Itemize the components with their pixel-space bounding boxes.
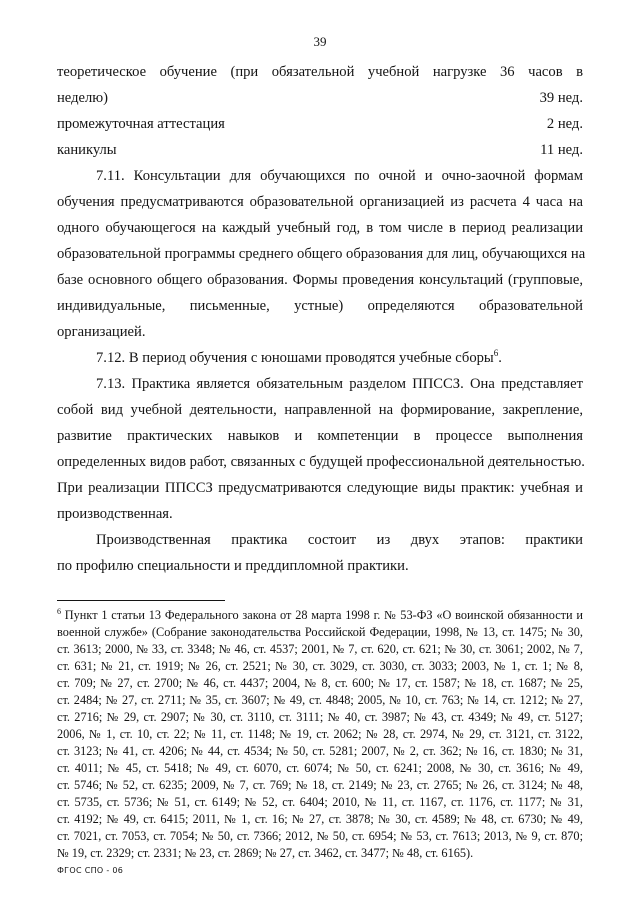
paragraph-7-12-end: . bbox=[498, 350, 502, 366]
paragraph-7-13-line: определенных видов работ, связанных с будущей профессиональной деятельностью. bbox=[57, 454, 585, 470]
footnote-reference[interactable]: 6 bbox=[493, 348, 499, 358]
footnote-line: ст. 2484; № 27, ст. 2711; № 35, ст. 3607; № 49, ст. 4848; 2005, № 10, ст. 763; № 14, ст. 1212; № 27, bbox=[57, 693, 583, 707]
paragraph-7-13-line: 7.13. Практика является обязательным разделом ППССЗ. Она представляет bbox=[96, 376, 583, 392]
footnote-line: ст. 4011; № 45, ст. 5418; № 49, ст. 6070, ст. 6074; № 50, ст. 6241; 2008, № 30, ст. 3616; № 49, bbox=[57, 761, 583, 775]
footnote-line: ст. 2716; № 29, ст. 2907; № 30, ст. 3110, ст. 3111; № 40, ст. 3987; № 43, ст. 4349; № 49, ст. 5127; bbox=[57, 710, 583, 724]
paragraph-7-11-line: образовательной программы среднего общего образования для лиц, обучающихся на bbox=[57, 246, 586, 262]
footnote-line: ст. 631; № 21, ст. 1919; № 26, ст. 2521; № 30, ст. 3029, ст. 3030, ст. 3033; 2003, № 1, ст. 1; № 8, bbox=[57, 659, 583, 673]
footnote-line: 2006, № 1, ст. 10, ст. 22; № 11, ст. 1148; № 19, ст. 2062; № 28, ст. 2974, № 29, ст. 3121, ст. 3122, bbox=[57, 727, 583, 741]
paragraph-7-13-line: При реализации ППССЗ предусматриваются следующие виды практик: учебная и bbox=[57, 480, 583, 496]
paragraph-7-11-line: 7.11. Консультации для обучающихся по очной и очно-заочной формам bbox=[96, 168, 583, 184]
paragraph-7-11-line: организацией. bbox=[57, 324, 146, 340]
paragraph-7-13-line: собой вид учебной деятельности, направленной на формирование, закрепление, bbox=[57, 402, 583, 418]
footnote-line: ст. 3123; № 41, ст. 4206; № 44, ст. 4534; № 50, ст. 5281; 2007, № 2, ст. 362; № 16, ст. 1830; № 31, bbox=[57, 744, 583, 758]
page-number: 39 bbox=[313, 34, 327, 49]
footnote-separator bbox=[57, 600, 225, 601]
schedule-value: 2 нед. bbox=[546, 116, 583, 132]
schedule-label: каникулы bbox=[57, 142, 117, 158]
paragraph-7-11-line: одного обучающегося на каждый учебный год, в том числе в период реализации bbox=[57, 220, 583, 236]
schedule-line-theory: теоретическое обучение (при обязательной учебной нагрузке 36 часов в bbox=[57, 64, 583, 80]
footnote-line: военной службе» (Собрание законодательства Российской Федерации, 1998, № 13, ст. 1475; № 30, bbox=[57, 625, 583, 639]
paragraph-7-11-line: индивидуальные, письменные, устные) определяются образовательной bbox=[57, 298, 583, 314]
schedule-value: 11 нед. bbox=[540, 142, 583, 158]
schedule-row-theory-weeks bbox=[57, 88, 583, 108]
footnote-line: ст. 5746; № 52, ст. 6235; 2009, № 7, ст. 769; № 18, ст. 2149; № 23, ст. 2765; № 26, ст. 3124; № 48, bbox=[57, 778, 583, 792]
paragraph-7-12 bbox=[96, 348, 583, 368]
footnote-text: Пункт 1 статьи 13 Федерального закона от 28 марта 1998 г. № 53-ФЗ «О воинской обязанности и bbox=[61, 608, 583, 622]
paragraph-7-11-line: базе основного общего образования. Формы проведения консультаций (групповые, bbox=[57, 272, 583, 288]
paragraph-production-practice-line: Производственная практика состоит из двух этапов: практики bbox=[96, 532, 583, 548]
footnote-line: ст. 4192; № 49, ст. 6415; 2011, № 1, ст. 16; № 27, ст. 3878; № 30, ст. 4589; № 48, ст. 6730; № 49, bbox=[57, 812, 583, 826]
footnote-line: ст. 7021, ст. 7053, ст. 7054; № 50, ст. 7366; 2012, № 50, ст. 6954; № 53, ст. 7613; 2013, № 9, ст. 870; bbox=[57, 829, 583, 843]
footnote-line: ст. 5735, ст. 5736; № 51, ст. 6149; № 52, ст. 6404; 2010, № 11, ст. 1167, ст. 1176, ст. 1177; № 31, bbox=[57, 795, 583, 809]
footnote-line bbox=[57, 607, 583, 624]
document-code: ФГОС СПО - 06 bbox=[57, 866, 124, 875]
footnote-line: ст. 709; № 27, ст. 2700; № 46, ст. 4437; 2004, № 8, ст. 600; № 17, ст. 1587; № 18, ст. 1687; № 25, bbox=[57, 676, 583, 690]
schedule-value: 39 нед. bbox=[539, 90, 583, 106]
paragraph-7-13-line: производственная. bbox=[57, 506, 173, 522]
footnote-line: № 19, ст. 2329; ст. 2331; № 23, ст. 2869; № 27, ст. 3462, ст. 3477; № 48, ст. 6165). bbox=[57, 846, 474, 860]
footnote-line: ст. 3613; 2000, № 33, ст. 3348; № 46, ст. 4537; 2001, № 7, ст. 620, ст. 621; № 30, ст. 3061; 2002, № 7, bbox=[57, 642, 583, 656]
paragraph-7-11-line: обучения предусматриваются образовательной организацией из расчета 4 часа на bbox=[57, 194, 583, 210]
paragraph-7-12-text: 7.12. В период обучения с юношами проводятся учебные сборы bbox=[96, 350, 494, 366]
paragraph-7-13-line: развитие практических навыков и компетенции в процессе выполнения bbox=[57, 428, 583, 444]
schedule-row-vacation bbox=[57, 140, 583, 160]
schedule-label: промежуточная аттестация bbox=[57, 116, 225, 132]
footnote-marker: 6 bbox=[57, 607, 61, 616]
paragraph-production-practice-line: по профилю специальности и преддипломной практики. bbox=[57, 558, 409, 574]
schedule-row-attestation bbox=[57, 114, 583, 134]
schedule-label: неделю) bbox=[57, 90, 109, 106]
